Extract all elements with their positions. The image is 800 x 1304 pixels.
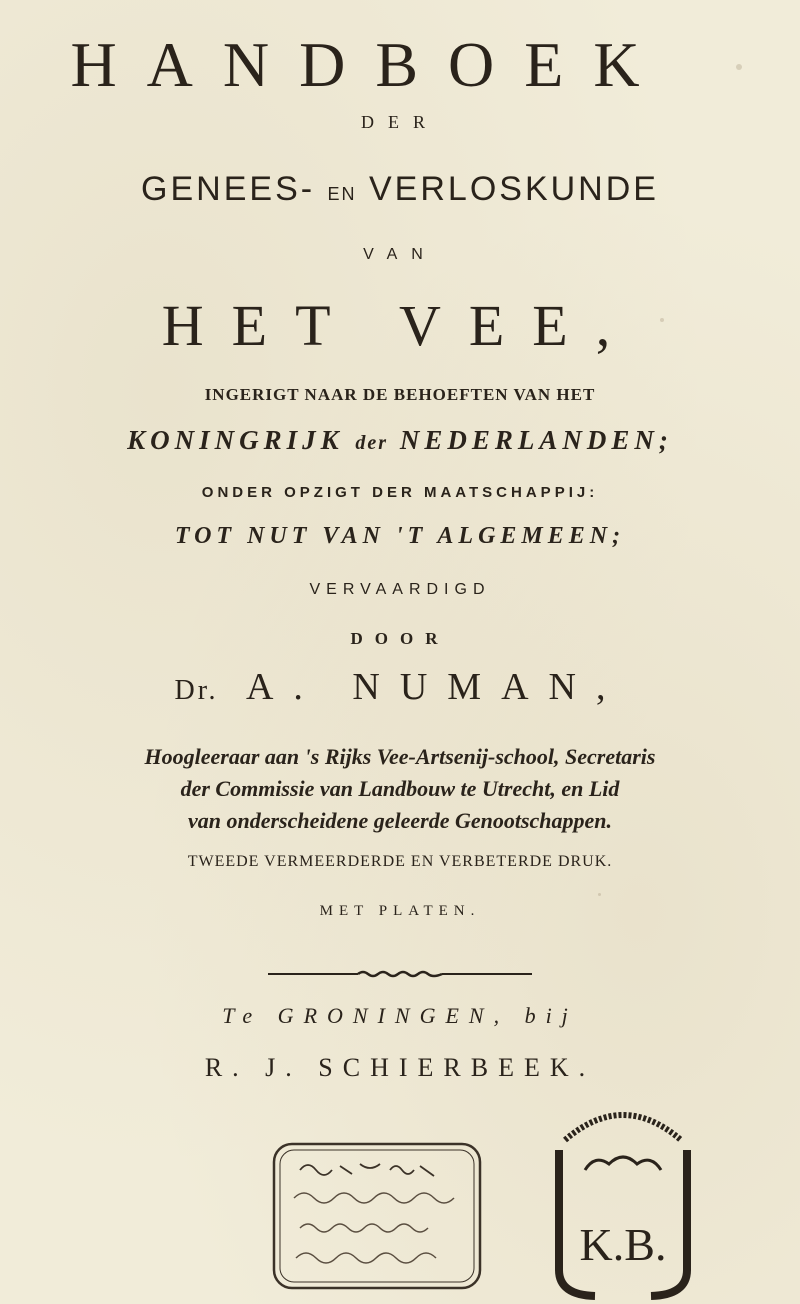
title-der: DER <box>361 112 439 132</box>
paper-speck <box>598 893 601 896</box>
subject-en: EN <box>327 184 357 204</box>
paper-speck <box>736 64 742 70</box>
author-credential-1: Hoogleeraar aan 's Rijks Vee-Artsenij-school, Secretaris <box>144 744 656 769</box>
paper-speck <box>660 318 664 322</box>
author-line <box>0 665 800 709</box>
subtitle-ingerigt: INGERIGT NAAR DE BEHOEFTEN VAN HET <box>204 385 596 404</box>
subject-genees: GENEES- <box>141 170 316 208</box>
handwritten-library-stamp-icon <box>270 1140 484 1292</box>
place-line: Te GRONINGEN, bij <box>222 1003 578 1028</box>
koningrijk-text: KONINGRIJK <box>127 425 344 455</box>
author-credential-2: der Commissie van Landbouw te Utrecht, en Lid <box>180 776 620 801</box>
koningrijk-der: der <box>355 432 389 454</box>
edition-line: TWEEDE VERMEERDERDE EN VERBETERDE DRUK. <box>187 853 613 870</box>
author-prefix: Dr. <box>174 675 219 706</box>
subtitle-tot-nut: TOT NUT VAN 'T ALGEMEEN; <box>174 523 626 549</box>
ornamental-rule <box>268 970 532 978</box>
svg-text:K.B.: K.B. <box>579 1219 667 1270</box>
publisher-line: R. J. SCHIERBEEK. <box>204 1053 596 1082</box>
subject-verloskunde: VERLOSKUNDE <box>369 170 659 208</box>
author-name: A. NUMAN, <box>245 666 626 708</box>
title-handboek: HANDBOEK <box>70 29 670 100</box>
subtitle-opzigt: ONDER OPZIGT DER MAATSCHAPPIJ: <box>201 484 599 501</box>
plates-line: MET PLATEN. <box>319 903 481 919</box>
monogram-stamp-icon <box>545 1100 701 1300</box>
title-van: VAN <box>363 246 437 263</box>
title-het-vee: HET VEE, <box>161 293 639 358</box>
nederlanden-text: NEDERLANDEN; <box>399 425 673 455</box>
title-subject <box>0 170 800 209</box>
subtitle-vervaardigd: VERVAARDIGD <box>309 581 491 598</box>
subtitle-koningrijk <box>0 425 800 456</box>
author-credential-3: van onderscheidene geleerde Genootschappen. <box>187 808 613 833</box>
subtitle-door: DOOR <box>350 629 450 648</box>
